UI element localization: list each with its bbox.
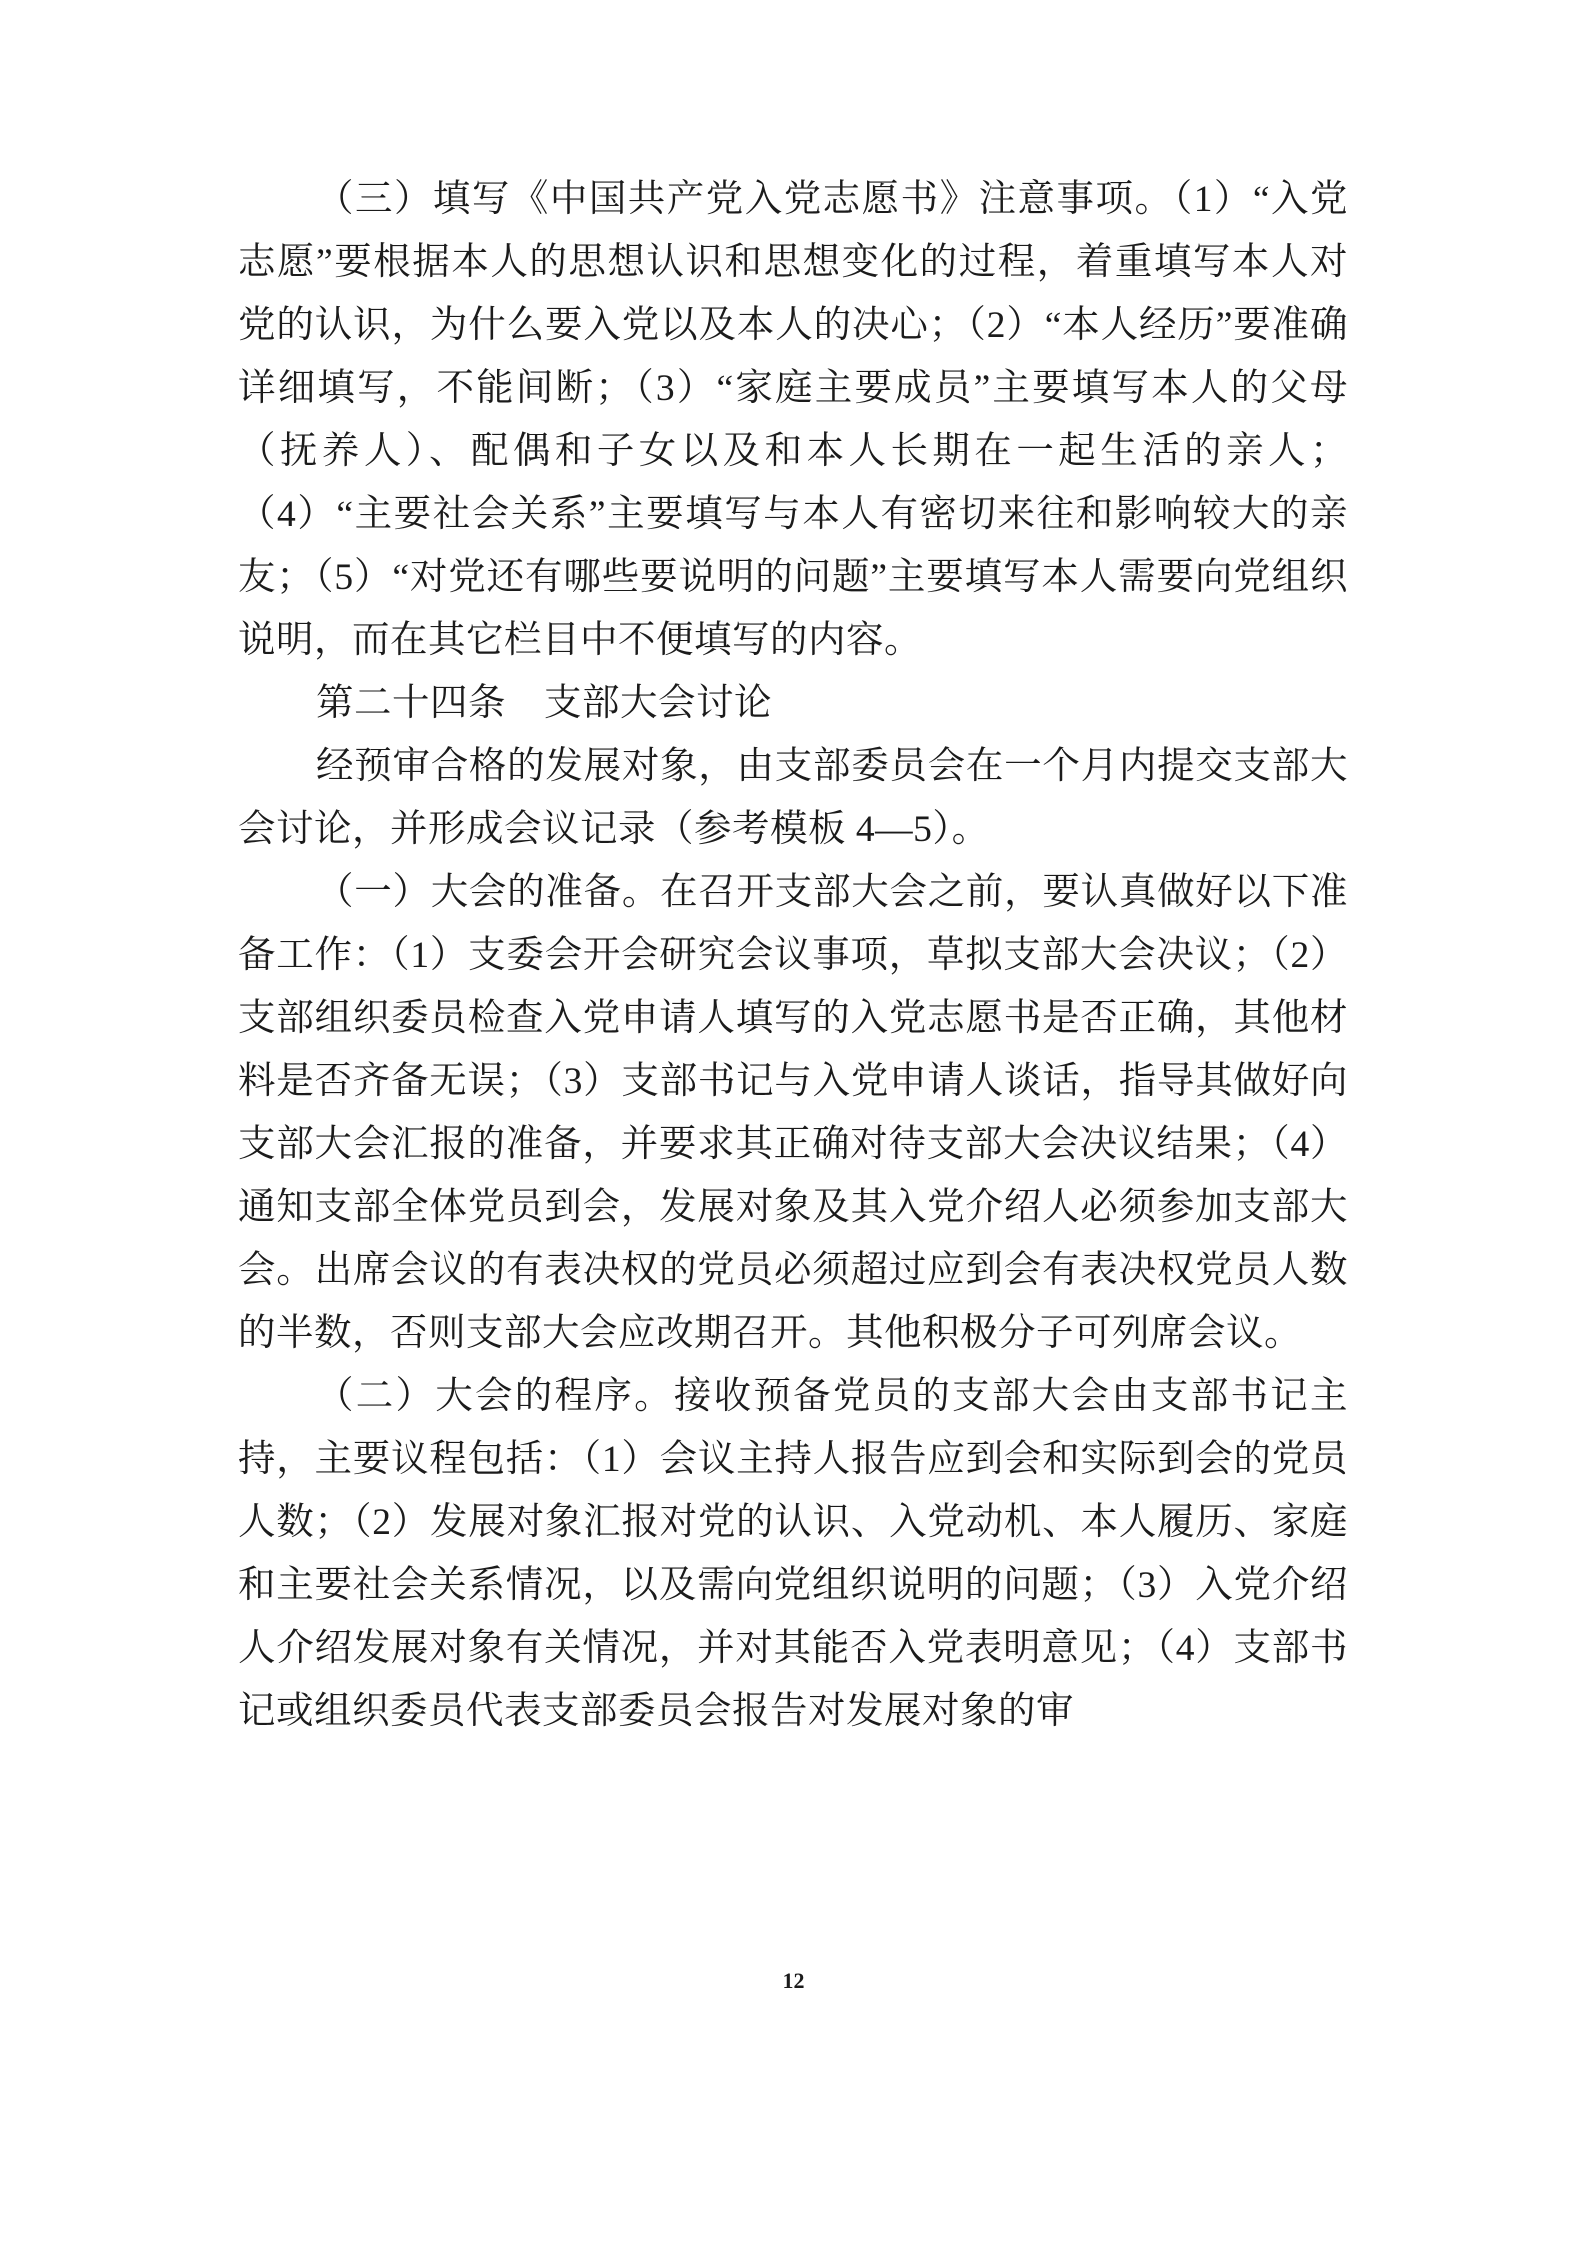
page-body bbox=[238, 168, 1348, 1743]
paragraph-branch-meeting-discussion: 经预审合格的发展对象，由支部委员会在一个月内提交支部大会讨论，并形成会议记录（参考模板 4—5）。 bbox=[238, 746, 1348, 850]
page-number: 12 bbox=[782, 1968, 805, 1993]
section-heading-article-24: 第二十四条 支部大会讨论 bbox=[316, 683, 772, 724]
paragraph-meeting-preparation: （一）大会的准备。在召开支部大会之前，要认真做好以下准备工作：（1）支委会开会研究会议事项，草拟支部大会决议；（2）支部组织委员检查入党申请人填写的入党志愿书是否正确，其他材料是否齐备无误；（3）支部书记与入党申请人谈话，指导其做好向支部大会汇报的准备，并要求其正确对待支部大会决议结果；（4）通知支部全体党员到会，发展对象及其入党介绍人必须参加支部大会。出席会议的有表决权的党员必须超过应到会有表决权党员人数的半数，否则支部大会应改期召开。其他积极分子可列席会议。 bbox=[238, 872, 1348, 1354]
paragraph-application-form-notes: （三）填写《中国共产党入党志愿书》注意事项。（1）“入党志愿”要根据本人的思想认识和思想变化的过程，着重填写本人对党的认识，为什么要入党以及本人的决心；（2）“本人经历”要准确详细填写，不能间断；（3）“家庭主要成员”主要填写本人的父母（抚养人）、配偶和子女以及和本人长期在一起生活的亲人；（4）“主要社会关系”主要填写与本人有密切来往和影响较大的亲友；（5）“对党还有哪些要说明的问题”主要填写本人需要向党组织说明，而在其它栏目中不便填写的内容。 bbox=[238, 179, 1348, 661]
paragraph-meeting-procedure: （二）大会的程序。接收预备党员的支部大会由支部书记主持，主要议程包括：（1）会议主持人报告应到会和实际到会的党员人数；（2）发展对象汇报对党的认识、入党动机、本人履历、家庭和主要社会关系情况，以及需向党组织说明的问题；（3）入党介绍人介绍发展对象有关情况，并对其能否入党表明意见；（4）支部书记或组织委员代表支部委员会报告对发展对象的审 bbox=[238, 1376, 1348, 1732]
